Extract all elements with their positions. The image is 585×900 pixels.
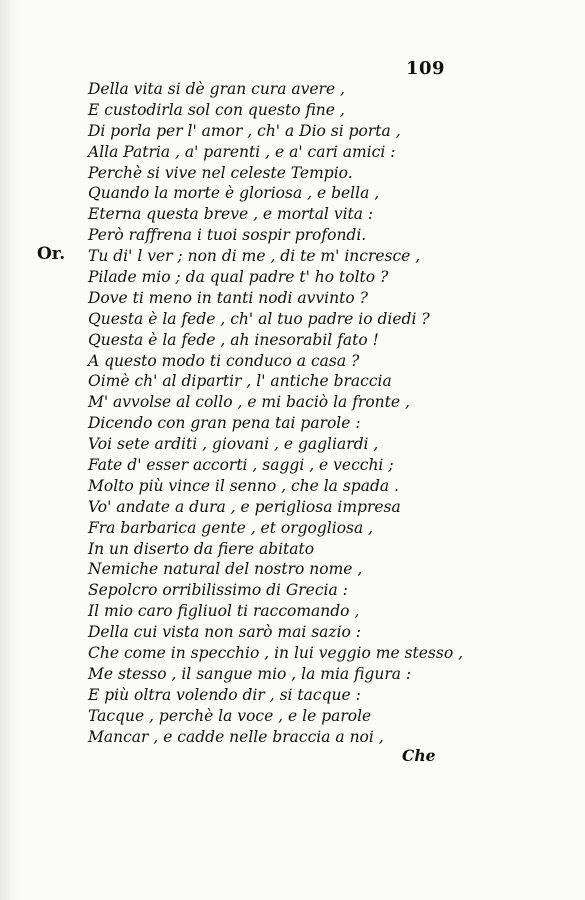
verse-line: Molto più vince il senno , che la spada .: [88, 476, 399, 495]
page-number: 109: [406, 58, 446, 79]
verse-block: [88, 79, 568, 748]
verse-line: Tacque , perchè la voce , e le parole: [88, 706, 372, 725]
verse-line: Alla Patria , a' parenti , e a' cari amici :: [88, 142, 396, 161]
verse-line: A questo modo ti conduco a casa ?: [88, 351, 360, 370]
verse-line: Questa è la fede , ch' al tuo padre io diedi ?: [88, 309, 430, 328]
verse-line: Mancar , e cadde nelle braccia a noi ,: [88, 727, 384, 746]
verse-line: Questa è la fede , ah inesorabil fato !: [88, 330, 379, 349]
verse-line: Sepolcro orribilissimo di Grecia :: [88, 581, 348, 600]
verse-line: Tu di' l ver ; non di me , di te m' incresce ,: [88, 247, 421, 266]
verse-line: Perchè si vive nel celeste Tempio.: [88, 163, 353, 182]
verse-line: Di porla per l' amor , ch' a Dio si porta ,: [88, 121, 401, 140]
verse-line: Il mio caro figliuol ti raccomando ,: [88, 602, 360, 621]
verse-line: Voi sete arditi , giovani , e gagliardi ,: [88, 435, 379, 454]
verse-line: E custodirla sol con questo fine ,: [88, 100, 345, 119]
catchword: Che: [402, 746, 436, 765]
verse-line: Me stesso , il sangue mio , la mia figura :: [88, 664, 412, 683]
verse-line: Fate d' esser accorti , saggi , e vecchi ;: [88, 456, 394, 475]
verse-line: Nemiche natural del nostro nome ,: [88, 560, 363, 579]
verse-line: M' avvolse al collo , e mi baciò la fronte ,: [88, 393, 410, 412]
verse-line: Pilade mio ; da qual padre t' ho tolto ?: [88, 268, 389, 287]
verse-line: Quando la morte è gloriosa , e bella ,: [88, 184, 380, 203]
verse-line: Che come in specchio , in lui veggio me stesso ,: [88, 644, 464, 663]
page-gutter-shadow: [0, 0, 18, 900]
verse-line: Dove ti meno in tanti nodi avvinto ?: [88, 288, 368, 307]
verse-line: Fra barbarica gente , et orgogliosa ,: [88, 518, 374, 537]
verse-line: E più oltra volendo dir , si tacque :: [88, 685, 361, 704]
speaker-label: Or.: [37, 244, 66, 264]
verse-line: Vo' andate a dura , e perigliosa impresa: [88, 497, 401, 516]
verse-line: Oimè ch' al dipartir , l' antiche braccia: [88, 372, 392, 391]
verse-line: Della vita si dè gran cura avere ,: [88, 80, 345, 98]
verse-line: Della cui vista non sarò mai sazio :: [88, 623, 362, 642]
verse-line: Però raffrena i tuoi sospir profondi.: [88, 226, 367, 245]
verse-line: Eterna questa breve , e mortal vita :: [88, 205, 374, 224]
verse-line: Dicendo con gran pena tai parole :: [88, 414, 361, 433]
verse-line: In un diserto da fiere abitato: [88, 539, 315, 558]
